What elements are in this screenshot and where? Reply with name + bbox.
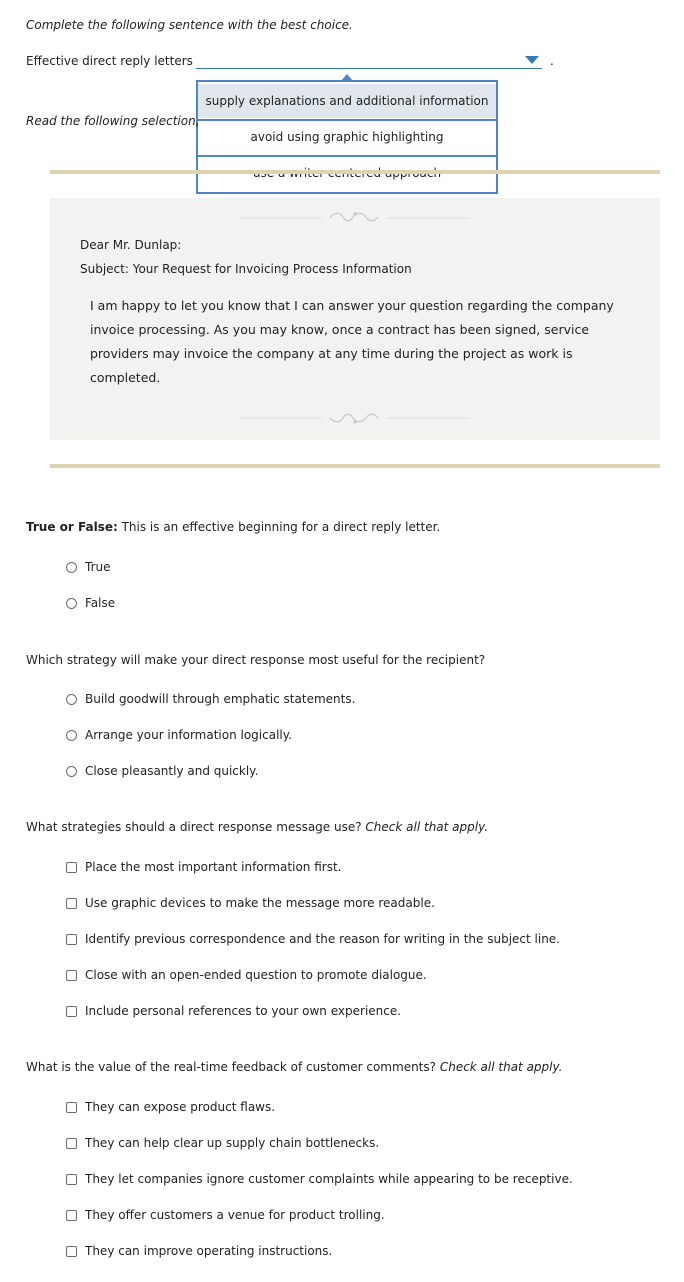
checkbox[interactable]: [66, 1102, 77, 1113]
radio-option[interactable]: [66, 726, 292, 744]
flourish-ornament-icon: [240, 210, 470, 226]
letter-subject: Subject: Your Request for Invoicing Process Information: [80, 262, 412, 276]
question-label: True or False:: [26, 520, 118, 534]
checkbox-label: Close with an open-ended question to promote dialogue.: [85, 968, 427, 982]
question-text: What is the value of the real-time feedback of customer comments?: [26, 1060, 440, 1074]
checkbox[interactable]: [66, 1006, 77, 1017]
question-instruction: Complete the following sentence with the best choice.: [26, 18, 353, 32]
dropdown-options-list: [196, 80, 498, 194]
radio-option[interactable]: [66, 690, 355, 708]
radio-button[interactable]: [66, 562, 77, 573]
selection-top-rule: [50, 170, 660, 174]
checkbox-option[interactable]: [66, 858, 341, 876]
checkbox[interactable]: [66, 1174, 77, 1185]
dropdown-option[interactable]: avoid using graphic highlighting: [250, 130, 444, 144]
checkbox-option[interactable]: [66, 1002, 401, 1020]
checkbox-label: Place the most important information first.: [85, 860, 342, 874]
checkbox-label: Use graphic devices to make the message more readable.: [85, 896, 435, 910]
checkbox-label: Identify previous correspondence and the reason for writing in the subject line.: [85, 932, 560, 946]
checkbox-option[interactable]: [66, 1134, 379, 1152]
radio-option-false[interactable]: [66, 594, 115, 612]
dropdown-option[interactable]: supply explanations and additional information: [198, 84, 496, 118]
checkbox-option[interactable]: [66, 966, 427, 984]
question-hint: Check all that apply.: [439, 1060, 563, 1074]
checkbox-label: They can help clear up supply chain bottlenecks.: [85, 1136, 380, 1150]
checkbox-option[interactable]: [66, 1170, 573, 1188]
radio-label: False: [85, 596, 116, 610]
radio-option[interactable]: [66, 762, 258, 780]
radio-button[interactable]: [66, 730, 77, 741]
radio-label: Build goodwill through emphatic statements.: [85, 692, 356, 706]
checkbox-option[interactable]: [66, 894, 435, 912]
question-text: This is an effective beginning for a direct reply letter.: [117, 520, 441, 534]
sentence-lead-text: Effective direct reply letters: [26, 54, 193, 68]
flourish-ornament-icon: [240, 410, 470, 426]
radio-option-true[interactable]: [66, 558, 111, 576]
checkbox[interactable]: [66, 1210, 77, 1221]
caret-up-icon: [341, 74, 353, 81]
checkbox-label: They let companies ignore customer complaints while appearing to be receptive.: [85, 1172, 573, 1186]
letter-body: I am happy to let you know that I can answer your question regarding the company invoice processing. As you may know, once a contract has been signed, service providers may invoice the company at any time during the project as work is completed.: [90, 298, 614, 385]
radio-label: Close pleasantly and quickly.: [85, 764, 259, 778]
triangle-down-icon: [525, 56, 539, 64]
checkbox-option[interactable]: [66, 1206, 385, 1224]
checkbox[interactable]: [66, 1138, 77, 1149]
radio-label: Arrange your information logically.: [85, 728, 292, 742]
checkbox-option[interactable]: [66, 930, 560, 948]
strategy-question: Which strategy will make your direct response most useful for the recipient?: [26, 653, 486, 667]
checkbox[interactable]: [66, 934, 77, 945]
question-hint: Check all that apply.: [365, 820, 489, 834]
answer-dropdown[interactable]: [196, 52, 542, 69]
true-false-question: [26, 520, 440, 534]
checkbox-label: They can improve operating instructions.: [85, 1244, 333, 1258]
checkbox-label: They offer customers a venue for product trolling.: [85, 1208, 385, 1222]
radio-button[interactable]: [66, 598, 77, 609]
checkbox[interactable]: [66, 898, 77, 909]
radio-label: True: [85, 560, 111, 574]
checkbox-option[interactable]: [66, 1242, 332, 1260]
sentence-period: .: [550, 54, 554, 68]
letter-salutation: Dear Mr. Dunlap:: [80, 238, 182, 252]
checkbox-label: Include personal references to your own experience.: [85, 1004, 402, 1018]
radio-button[interactable]: [66, 694, 77, 705]
radio-button[interactable]: [66, 766, 77, 777]
question-text: What strategies should a direct response message use?: [26, 820, 366, 834]
selection-bottom-rule: [50, 464, 660, 468]
strategies-question: [26, 820, 488, 834]
checkbox-option[interactable]: [66, 1098, 275, 1116]
checkbox[interactable]: [66, 862, 77, 873]
feedback-question: [26, 1060, 562, 1074]
checkbox[interactable]: [66, 1246, 77, 1257]
checkbox[interactable]: [66, 970, 77, 981]
reading-instruction: Read the following selection,: [26, 114, 200, 128]
checkbox-label: They can expose product flaws.: [85, 1100, 276, 1114]
